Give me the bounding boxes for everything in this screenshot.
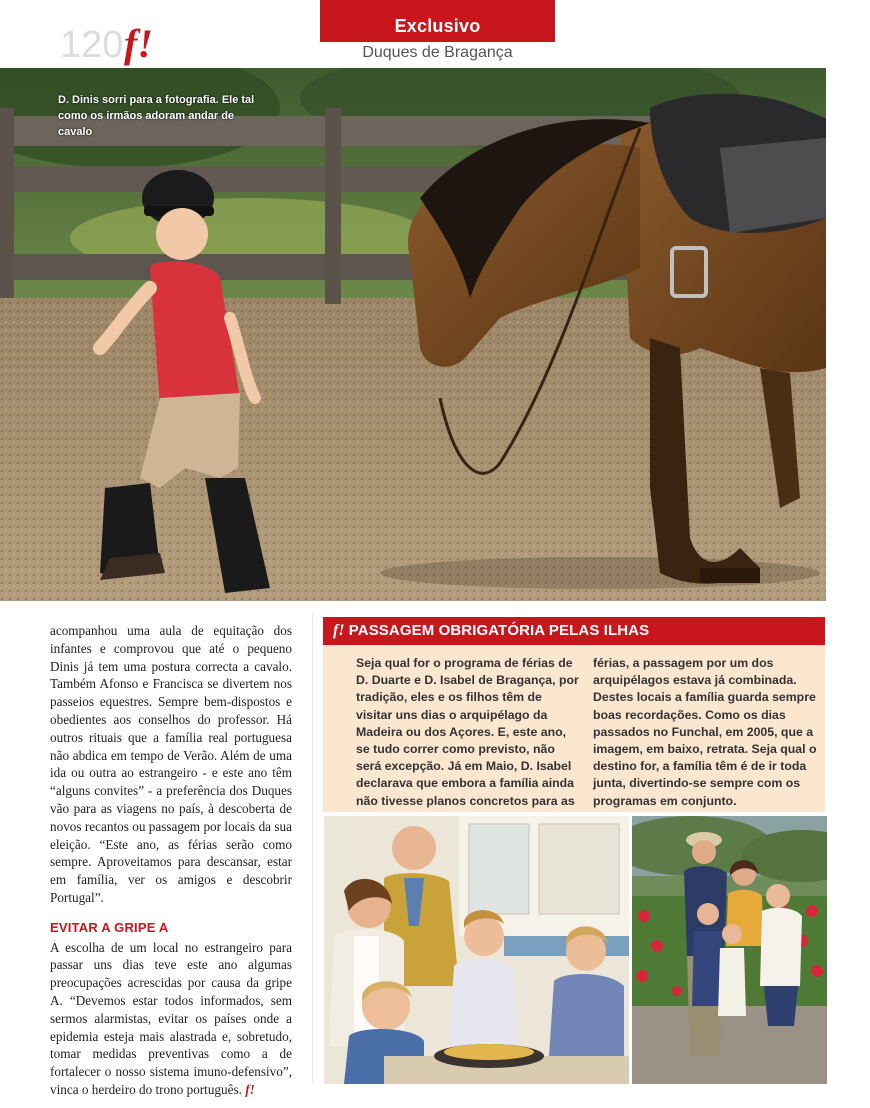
box-logo: f! <box>333 622 345 639</box>
box-header <box>323 617 825 645</box>
page-number: 120 <box>60 24 124 66</box>
horse-and-boy-illustration <box>0 68 826 601</box>
garden-illustration <box>632 816 827 1084</box>
column-divider <box>312 612 313 1082</box>
section-subtitle: Duques de Bragança <box>362 44 513 61</box>
article-column <box>50 622 292 1099</box>
magazine-logo: f! <box>124 21 153 66</box>
article-paragraph-2-text: A escolha de um local no estrangeiro para passar uns dias teve este ano algumas preocupações acrescidas por causa da gripe A. “Devemos estar todos informados, sem sermos alarmistas, evitar os países onde a epidemia esteja mais alastrada e, sobretudo, tomar medidas preventivas como a de fortalecer o nosso sistema imuno-defensivo”, vinca o herdeiro do trono português. <box>50 939 292 1097</box>
box-column-1: Seja qual for o programa de férias de D. Duarte e D. Isabel de Bragança, por tradição, eles e os filhos têm de visitar uns dias o arquipélago da Madeira ou dos Açores. E, este ano, se tudo correr como previsto, não será excepção. Já em Maio, D. Isabel declarava que embora a família ainda não tivesse planos concretos para as <box>356 656 579 808</box>
end-mark-logo: f! <box>245 1081 255 1097</box>
garden-family-photo <box>632 816 827 1084</box>
box-column-2: férias, a passagem por um dos arquipélagos estava já combinada. Destes locais a família guarda sempre boas recordações. Como os dias passados no Funchal, em 2005, que a imagem, em baixo, retrata. Seja qual o destino for, a família têm é de ir toda junta, divertindo-se sempre com os programas em conjunto. <box>593 656 817 808</box>
article-subhead: EVITAR A GRIPE A <box>50 919 169 935</box>
kitchen-illustration <box>324 816 629 1084</box>
main-photo-horse-riding <box>0 68 826 601</box>
box-title: PASSAGEM OBRIGATÓRIA PELAS ILHAS <box>348 622 650 639</box>
section-tab: Exclusivo <box>320 0 555 42</box>
photo-caption: D. Dinis sorri para a fotografia. Ele tal como os irmãos adoram andar de cavalo <box>58 94 255 138</box>
kitchen-family-photo <box>324 816 629 1084</box>
article-paragraph-1: acompanhou uma aula de equitação dos infantes e comprovou que até o pequeno Dinis já tem uma postura correcta a cavalo. Também Afonso e Francisca se divertem nos passeios equestres. Sempre bem-dispostos e obedientes aos conselhos do professor. Há outros rituais que a família real portuguesa não abdica em tempo de Verão. Além de uma ida ou outra ao estrangeiro - e este ano têm “alguns convites” - a preferência dos Duques vão para as viagens no país, à descoberta de novos recantos ou passagem por locais da sua eleição. “Este ano, as férias serão como sempre. Aproveitamos para descansar, estar em família, ver os amigos e descobrir Portugal”. <box>50 623 292 905</box>
sidebar-box <box>323 617 825 812</box>
article-paragraph-2 <box>50 939 292 1099</box>
page-header <box>0 0 870 68</box>
